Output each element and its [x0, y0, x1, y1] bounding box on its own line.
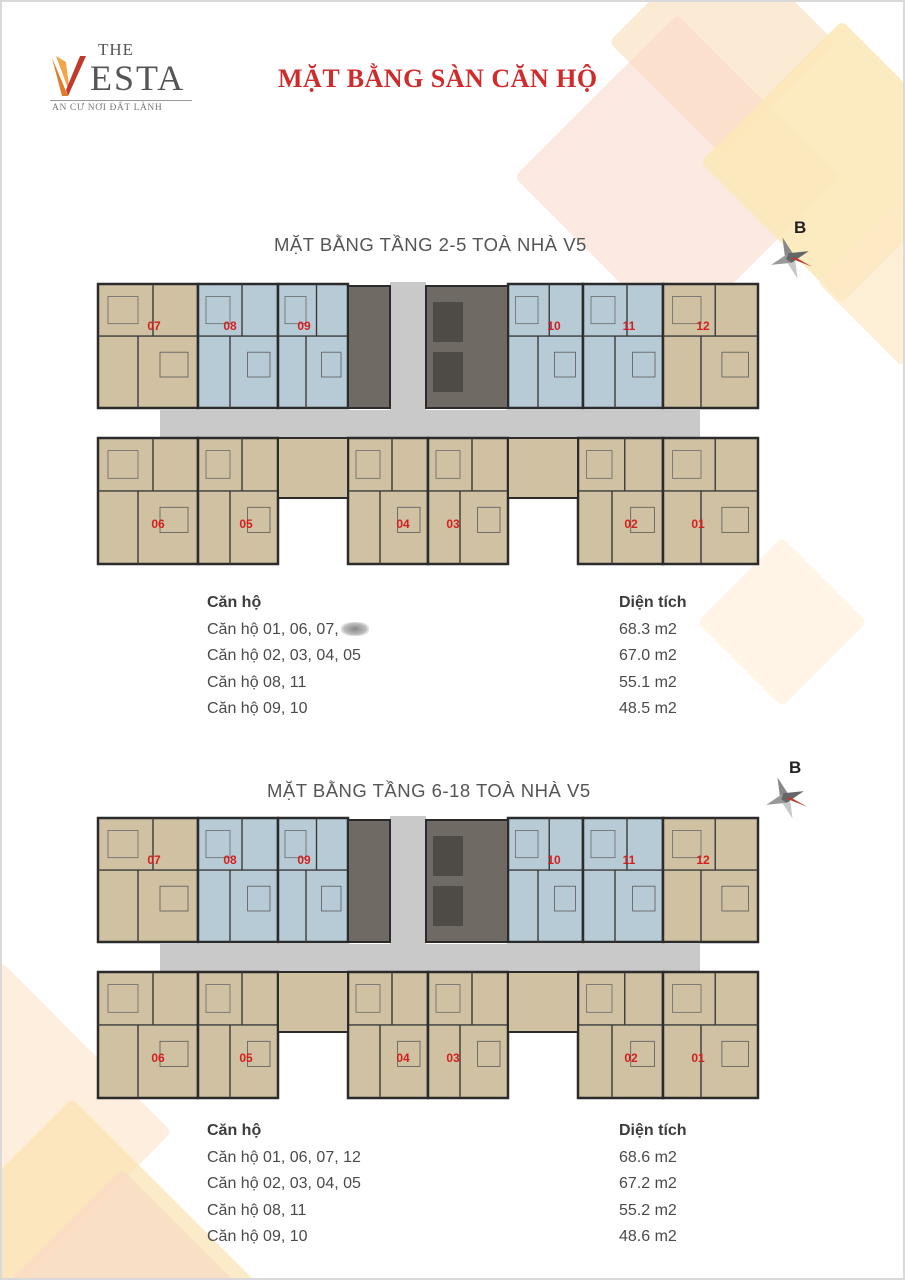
- unit-number: 09: [297, 853, 311, 867]
- floor-plan-drawing: [98, 282, 758, 564]
- unit-area: 67.0 m2: [619, 647, 677, 664]
- floor-plan-heading: MẶT BẰNG TẦNG 6-18 TOÀ NHÀ V5: [267, 780, 591, 801]
- unit-area: 48.5 m2: [619, 700, 677, 717]
- unit-group: Căn hộ 01, 06, 07,: [207, 620, 339, 638]
- table-row: [207, 1175, 707, 1202]
- apartment-unit: [98, 284, 198, 408]
- unit-group: Căn hộ 02, 03, 04, 05: [207, 1175, 361, 1192]
- apartment-unit: [583, 818, 663, 942]
- column-header-unit: Căn hộ: [207, 1122, 262, 1139]
- logo-name: ESTA: [90, 58, 186, 98]
- logo-divider: [50, 100, 192, 101]
- apartment-unit: [578, 972, 663, 1098]
- unit-number: 07: [147, 853, 161, 867]
- corridor: [160, 944, 700, 972]
- compass-icon: [770, 218, 818, 282]
- unit-number: 11: [622, 853, 636, 867]
- unit-number: 07: [147, 319, 161, 333]
- apartment-unit: [198, 972, 278, 1098]
- logo-the: THE: [98, 40, 135, 59]
- apartment-unit: [428, 438, 508, 564]
- unit-number: 10: [547, 853, 561, 867]
- compass-north-label: B: [789, 758, 802, 777]
- unit-number: 06: [151, 1051, 165, 1065]
- stair-core: [348, 286, 390, 408]
- unit-number: 11: [622, 319, 636, 333]
- floor-plan-drawing: [98, 816, 758, 1098]
- apartment-unit: [198, 438, 278, 564]
- table-row: [207, 1202, 707, 1229]
- apartment-unit: [98, 438, 198, 564]
- column-header-area: Diện tích: [619, 594, 687, 611]
- apartment-unit: [663, 284, 758, 408]
- logo-v-mark-icon: [50, 54, 88, 98]
- unit-number: 06: [151, 517, 165, 531]
- unit-number: 12: [696, 853, 710, 867]
- blurred-text: [341, 622, 369, 636]
- unit-number: 05: [239, 517, 253, 531]
- column-header-area: Diện tích: [619, 1122, 687, 1139]
- apartment-unit: [578, 438, 663, 564]
- table-row: [207, 1149, 707, 1176]
- stair-core: [348, 820, 390, 942]
- apartment-unit: [278, 818, 348, 942]
- corridor: [390, 282, 426, 412]
- table-header: [207, 594, 707, 621]
- apartment-unit: [663, 972, 758, 1098]
- unit-area: 55.1 m2: [619, 673, 677, 691]
- unit-area: 68.3 m2: [619, 620, 677, 638]
- unit-number: 08: [223, 319, 237, 333]
- compass-north-label: B: [794, 218, 807, 237]
- floor-plan: [88, 282, 772, 568]
- unit-number: 04: [396, 1051, 410, 1065]
- apartment-unit: [278, 972, 348, 1032]
- apartment-unit: [198, 818, 278, 942]
- apartment-unit: [98, 818, 198, 942]
- unit-number: 03: [446, 1051, 460, 1065]
- unit-number: 01: [691, 517, 705, 531]
- apartment-unit: [198, 284, 278, 408]
- corridor: [160, 410, 700, 438]
- table-row: [207, 700, 707, 727]
- unit-group: Căn hộ 09, 10: [207, 700, 308, 717]
- apartment-unit: [663, 818, 758, 942]
- logo-tagline: AN CƯ NƠI ĐẤT LÀNH: [52, 103, 163, 113]
- unit-number: 02: [624, 1051, 638, 1065]
- unit-number: 12: [696, 319, 710, 333]
- page-title: MẶT BẰNG SÀN CĂN HỘ: [278, 64, 598, 93]
- unit-group: Căn hộ 09, 10: [207, 1228, 308, 1245]
- unit-group: Căn hộ 08, 11: [207, 673, 307, 691]
- apartment-unit: [508, 438, 578, 498]
- unit-number: 08: [223, 853, 237, 867]
- unit-number: 09: [297, 319, 311, 333]
- unit-number: 10: [547, 319, 561, 333]
- table-header: [207, 1122, 707, 1149]
- apartment-unit: [428, 972, 508, 1098]
- vesta-logo: [50, 40, 200, 120]
- area-table: [207, 1122, 707, 1255]
- apartment-unit: [348, 438, 428, 564]
- table-row: [207, 1228, 707, 1255]
- unit-area: 55.2 m2: [619, 1201, 677, 1219]
- unit-area: 48.6 m2: [619, 1228, 677, 1245]
- unit-group: Căn hộ 08, 11: [207, 1201, 307, 1219]
- unit-area: 68.6 m2: [619, 1148, 677, 1166]
- apartment-unit: [508, 818, 583, 942]
- compass-icon: [765, 758, 813, 822]
- apartment-unit: [508, 284, 583, 408]
- floor-plan: [88, 816, 772, 1102]
- apartment-unit: [583, 284, 663, 408]
- unit-number: 02: [624, 517, 638, 531]
- unit-group: Căn hộ 02, 03, 04, 05: [207, 647, 361, 664]
- apartment-unit: [508, 972, 578, 1032]
- unit-group: Căn hộ 01, 06, 07, 12: [207, 1148, 361, 1166]
- table-row: [207, 647, 707, 674]
- table-row: [207, 621, 707, 648]
- apartment-unit: [278, 284, 348, 408]
- apartment-unit: [278, 438, 348, 498]
- unit-area: 67.2 m2: [619, 1175, 677, 1192]
- apartment-unit: [348, 972, 428, 1098]
- table-row: [207, 674, 707, 701]
- unit-number: 03: [446, 517, 460, 531]
- floor-plan-heading: MẶT BẰNG TẦNG 2-5 TOÀ NHÀ V5: [274, 234, 587, 255]
- apartment-unit: [663, 438, 758, 564]
- unit-number: 05: [239, 1051, 253, 1065]
- corridor: [390, 816, 426, 946]
- area-table: [207, 594, 707, 727]
- column-header-unit: Căn hộ: [207, 594, 262, 611]
- unit-number: 04: [396, 517, 410, 531]
- apartment-unit: [98, 972, 198, 1098]
- unit-number: 01: [691, 1051, 705, 1065]
